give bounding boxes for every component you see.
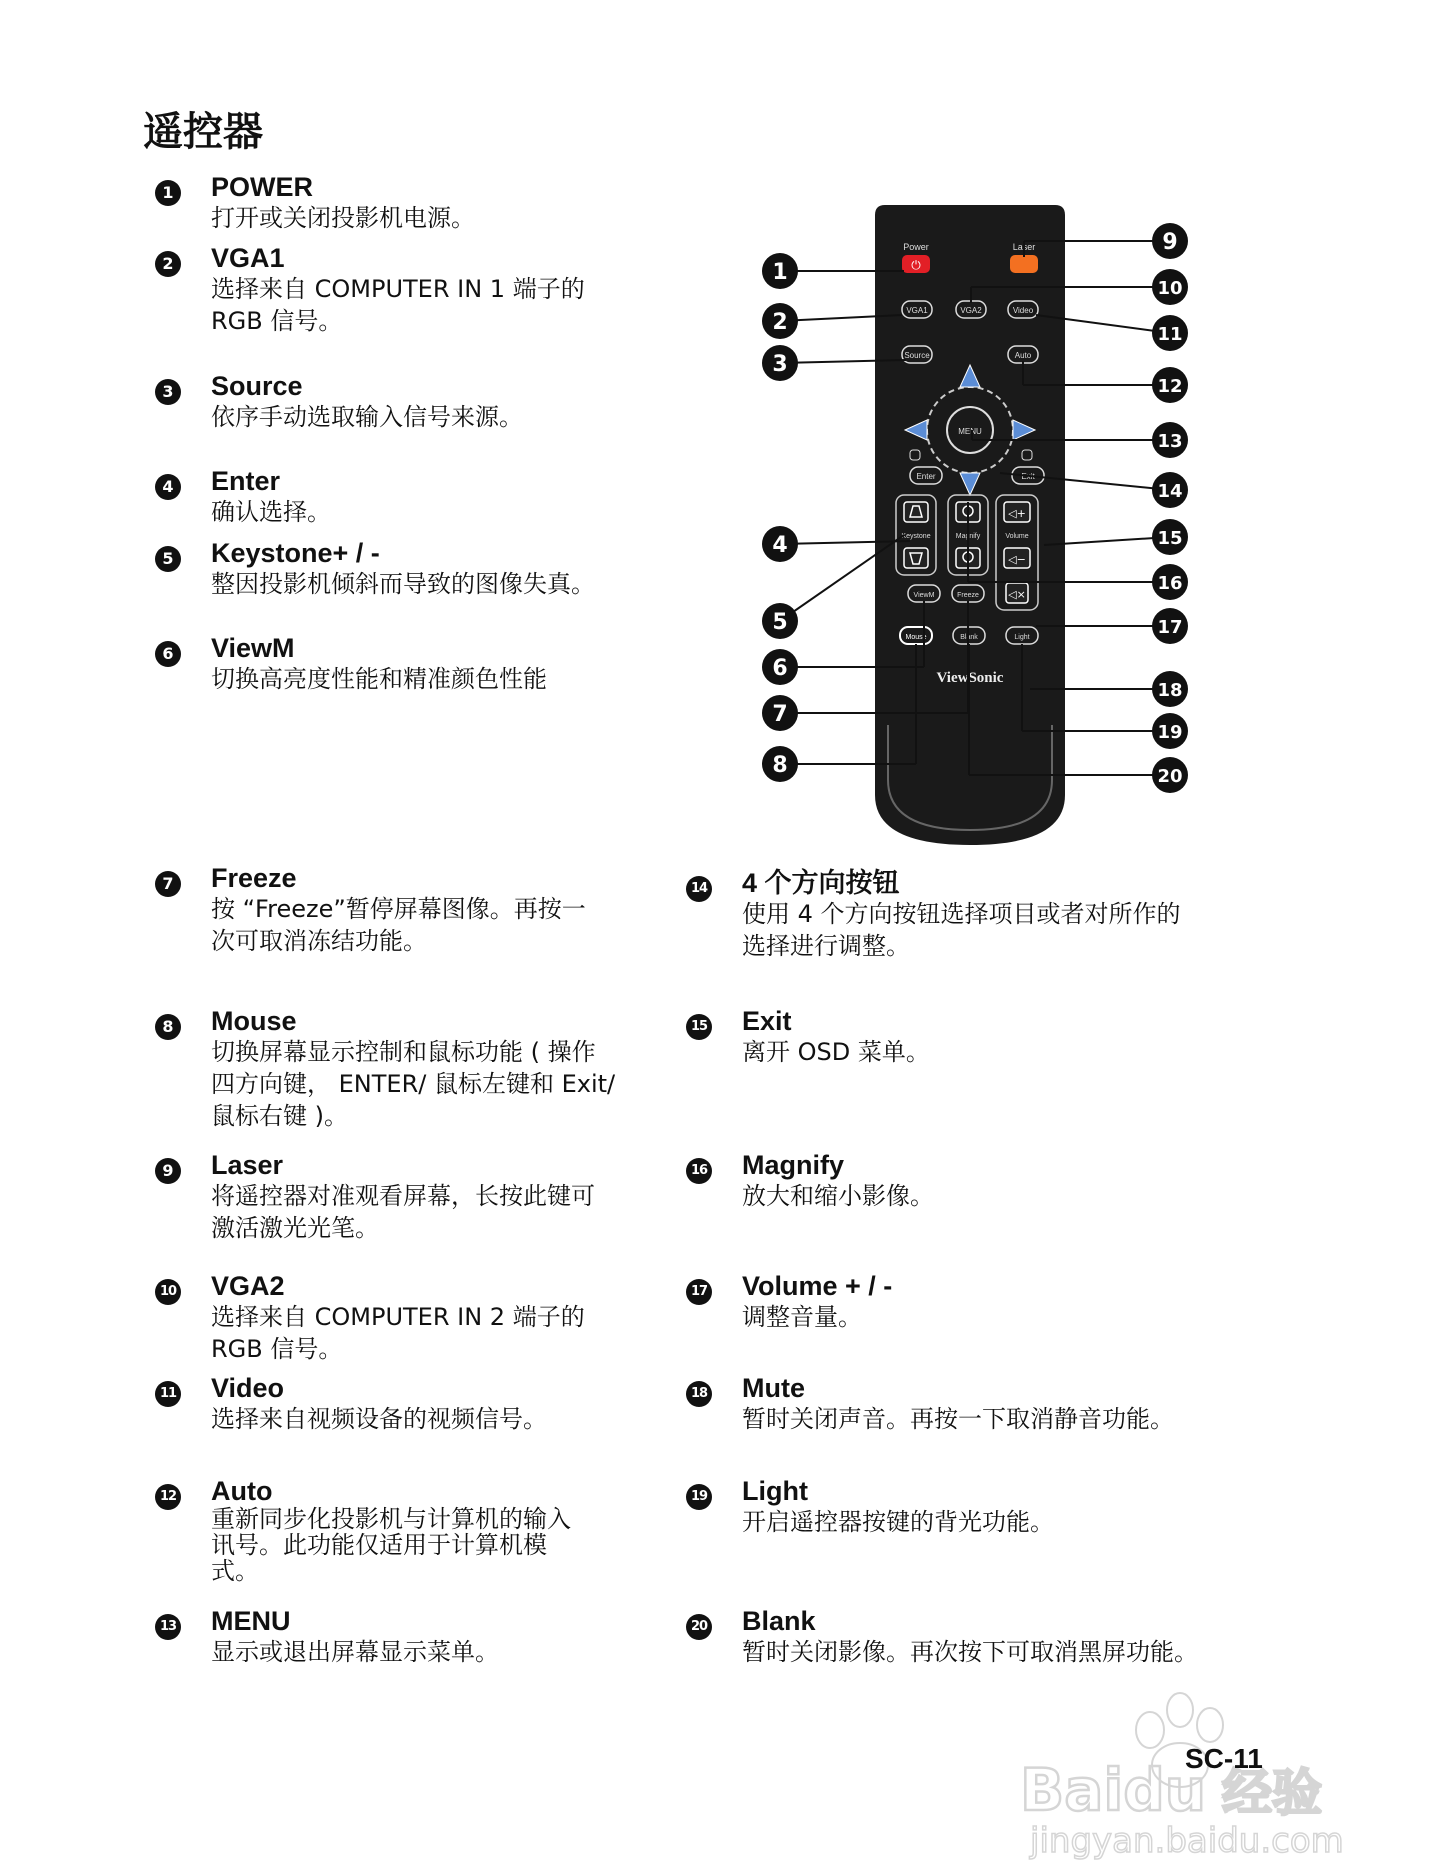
- item-number: 14: [686, 876, 712, 902]
- item-desc: 使用 4 个方向按钮选择项目或者对所作的 选择进行调整。: [742, 900, 1181, 960]
- magnify-label: Magnify: [955, 533, 981, 540]
- item-title: Mute: [742, 1373, 805, 1403]
- item-desc: 选择来自 COMPUTER IN 2 端子的 RGB 信号。: [211, 1303, 585, 1363]
- video-label: Video: [1012, 306, 1034, 315]
- item-blank: [690, 1606, 1262, 1668]
- item-number: 10: [155, 1279, 181, 1305]
- page-title: 遥控器: [143, 109, 263, 155]
- item-number: 11: [155, 1381, 181, 1407]
- item-number: 8: [155, 1014, 181, 1040]
- item-volume: [690, 1271, 1262, 1333]
- item-desc: 将遥控器对准观看屏幕，长按此键可 激活激光光笔。: [211, 1182, 595, 1242]
- callout-13-label: 13: [1157, 431, 1183, 452]
- keystone-label: Keystone: [901, 533, 931, 540]
- item-desc: 调整音量。: [742, 1303, 862, 1331]
- item-title: Laser: [211, 1150, 284, 1180]
- vga2-label: VGA2: [960, 306, 982, 315]
- volume-up-icon: ◁+: [1008, 507, 1026, 520]
- mouse-label: Mouse: [905, 634, 927, 641]
- item-number: 18: [686, 1381, 712, 1407]
- callout-14-label: 14: [1157, 481, 1183, 502]
- item-mute: [690, 1373, 1262, 1435]
- exit-label: Exit: [1021, 472, 1035, 481]
- item-title: Video: [211, 1373, 285, 1403]
- item-enter: [162, 466, 731, 528]
- item-light: [690, 1476, 1262, 1538]
- item-keystone: [162, 538, 731, 600]
- item-number: 17: [686, 1279, 712, 1305]
- item-laser: [162, 1150, 731, 1244]
- volume-label: Volume: [1005, 533, 1029, 540]
- callout-3-label: 3: [772, 352, 788, 377]
- callout-8-label: 8: [772, 753, 788, 778]
- item-desc: 选择来自 COMPUTER IN 1 端子的 RGB 信号。: [211, 275, 585, 335]
- watermark-brand: Baidu: [1020, 1756, 1207, 1824]
- item-exit: [690, 1006, 1262, 1068]
- auto-label: Auto: [1014, 351, 1032, 360]
- menu-label: MENU: [958, 427, 982, 436]
- item-desc: 整因投影机倾斜而导致的图像失真。: [211, 570, 595, 598]
- item-title: ViewM: [211, 633, 295, 663]
- callout-2-label: 2: [772, 310, 788, 335]
- callout-7-label: 7: [772, 702, 788, 727]
- laser-label: Laser: [1012, 242, 1036, 252]
- item-number: 1: [155, 180, 181, 206]
- item-number: 19: [686, 1484, 712, 1510]
- item-number: 15: [686, 1014, 712, 1040]
- callout-6-label: 6: [772, 656, 788, 681]
- item-number: 6: [155, 641, 181, 667]
- light-label: Light: [1014, 634, 1030, 641]
- item-desc: 按 “Freeze”暂停屏幕图像。再按一 次可取消冻结功能。: [211, 895, 586, 955]
- item-desc: 切换屏幕显示控制和鼠标功能 ( 操作 四方向键， ENTER/ 鼠标左键和 Exit/ 鼠标右键 )。: [211, 1038, 616, 1130]
- callout-1-label: 1: [772, 260, 788, 285]
- power-label: Power: [903, 242, 929, 252]
- item-title: Exit: [742, 1006, 792, 1036]
- keystone-minus-button[interactable]: [904, 548, 928, 568]
- item-title: Source: [211, 371, 303, 401]
- item-title: POWER: [211, 172, 314, 202]
- volume-down-icon: ◁−: [1008, 553, 1026, 566]
- item-desc: 依序手动选取输入信号来源。: [211, 403, 523, 431]
- item-desc: 重新同步化投影机与计算机的输入 讯号。此功能仅适用于计算机模 式。: [211, 1505, 571, 1585]
- item-desc: 显示或退出屏幕显示菜单。: [211, 1638, 499, 1666]
- item-number: 7: [155, 871, 181, 897]
- watermark-url: jingyan.baidu.com: [1030, 1821, 1344, 1860]
- mute-icon: ◁×: [1008, 588, 1026, 601]
- callout-17-label: 17: [1157, 617, 1183, 638]
- item-source: [162, 371, 731, 433]
- item-title: VGA1: [211, 243, 285, 273]
- item-number: 13: [155, 1614, 181, 1640]
- item-title: Magnify: [742, 1150, 845, 1180]
- item-desc: 放大和缩小影像。: [742, 1182, 934, 1210]
- item-mouse: [162, 1006, 731, 1132]
- baidu-watermark: [1010, 1670, 1350, 1860]
- keystone-plus-button[interactable]: [904, 502, 928, 522]
- viewm-label: ViewM: [913, 592, 935, 599]
- item-title: Mouse: [211, 1006, 297, 1036]
- remote-diagram: [740, 205, 1210, 855]
- item-title: MENU: [211, 1606, 291, 1636]
- item-desc: 离开 OSD 菜单。: [742, 1038, 930, 1066]
- item-freeze: [162, 863, 731, 957]
- item-video: [159, 1373, 731, 1435]
- freeze-label: Freeze: [957, 592, 979, 599]
- item-vga2: [159, 1271, 731, 1365]
- item-vga1: [162, 243, 731, 337]
- item-desc: 切换高亮度性能和精准颜色性能: [211, 665, 547, 693]
- item-title: Blank: [742, 1606, 816, 1636]
- callout-4-label: 4: [772, 533, 788, 558]
- item-number: 16: [686, 1158, 712, 1184]
- power-icon: ⏻: [911, 258, 921, 272]
- blank-label: Blank: [960, 634, 978, 641]
- item-power: [162, 172, 731, 234]
- item-desc: 开启遥控器按键的背光功能。: [742, 1508, 1054, 1536]
- callout-15-label: 15: [1157, 528, 1183, 549]
- item-number: 20: [686, 1614, 712, 1640]
- callout-20-label: 20: [1157, 766, 1183, 787]
- callout-19-label: 19: [1157, 722, 1183, 743]
- item-title: Auto: [211, 1476, 273, 1506]
- item-number: 9: [155, 1158, 181, 1184]
- item-desc: 选择来自视频设备的视频信号。: [211, 1405, 547, 1433]
- callout-12-label: 12: [1157, 376, 1183, 397]
- item-desc: 暂时关闭影像。再次按下可取消黑屏功能。: [742, 1638, 1198, 1666]
- item-number: 4: [155, 474, 181, 500]
- item-title: VGA2: [211, 1271, 285, 1301]
- callout-5-label: 5: [772, 610, 788, 635]
- item-title: Volume + / -: [742, 1271, 893, 1301]
- item-auto: [159, 1476, 731, 1585]
- callout-16-label: 16: [1157, 573, 1183, 594]
- item-desc: 打开或关闭投影机电源。: [211, 204, 475, 232]
- item-title: Keystone+ / -: [211, 538, 380, 568]
- laser-button[interactable]: [1010, 255, 1038, 273]
- watermark-cn: 经验: [1222, 1764, 1322, 1822]
- vga1-label: VGA1: [906, 306, 928, 315]
- source-label: Source: [904, 351, 930, 360]
- item-number: 12: [155, 1484, 181, 1510]
- item-number: 5: [155, 546, 181, 572]
- item-direction-buttons: [690, 868, 1262, 962]
- item-title: Enter: [211, 466, 281, 496]
- item-number: 2: [155, 251, 181, 277]
- callout-11-label: 11: [1157, 324, 1183, 345]
- item-desc: 暂时关闭声音。再按一下取消静音功能。: [742, 1405, 1174, 1433]
- item-magnify: [690, 1150, 1262, 1212]
- item-viewm: [162, 633, 731, 695]
- item-title: Freeze: [211, 863, 297, 893]
- page-number: SC-11: [1185, 1743, 1263, 1774]
- item-desc: 确认选择。: [211, 498, 331, 526]
- item-title: 4 个方向按钮: [742, 868, 900, 898]
- callout-18-label: 18: [1157, 680, 1183, 701]
- callout-9-label: 9: [1162, 230, 1178, 255]
- callout-10-label: 10: [1157, 278, 1183, 299]
- item-menu: [159, 1606, 731, 1668]
- remote-brand: ViewSonic: [936, 670, 1004, 686]
- enter-label: Enter: [916, 472, 936, 481]
- item-title: Light: [742, 1476, 808, 1506]
- item-number: 3: [155, 379, 181, 405]
